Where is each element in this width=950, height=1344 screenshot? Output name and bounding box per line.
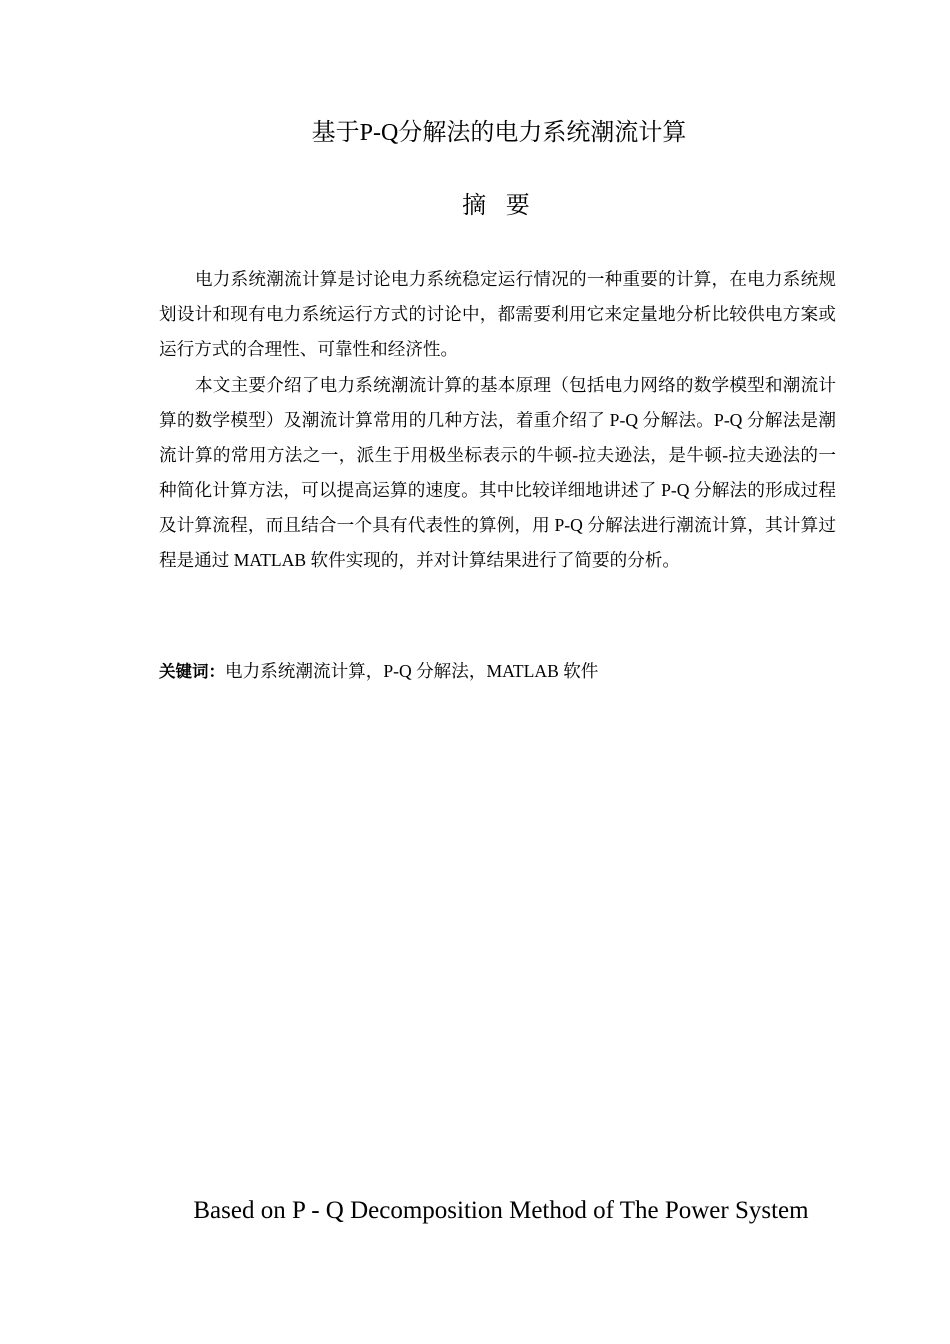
- abstract-paragraph-1: 电力系统潮流计算是讨论电力系统稳定运行情况的一种重要的计算，在电力系统规划设计和现有电力系统运行方式的讨论中，都需要利用它来定量地分析比较供电方案或运行方式的合理性、可靠性和经济性。: [159, 269, 836, 359]
- english-title: Based on P - Q Decomposition Method of The Power System: [193, 1197, 809, 1224]
- keywords-text: 电力系统潮流计算，P-Q 分解法，MATLAB 软件: [225, 661, 599, 681]
- keywords-label: 关键词：: [159, 662, 225, 681]
- abstract-paragraph-2: 本文主要介绍了电力系统潮流计算的基本原理（包括电力网络的数学模型和潮流计算的数学模型）及潮流计算常用的几种方法，着重介绍了 P-Q 分解法。P-Q 分解法是潮流计算的常用方法之一，派生于用极坐标表示的牛顿-拉夫逊法，是牛顿-拉夫逊法的一种简化计算方法，可以提高运算的速度。其中比较详细地讲述了 P-Q 分解法的形成过程及计算流程，而且结合一个具有代表性的算例，用 P-Q 分解法进行潮流计算，其计算过程是通过 MATLAB 软件实现的，并对计算结果进行了简要的分析。: [159, 375, 836, 570]
- keywords-line: [159, 657, 836, 686]
- abstract-heading: 摘 要: [462, 191, 536, 219]
- document-title: 基于P-Q分解法的电力系统潮流计算: [311, 120, 687, 146]
